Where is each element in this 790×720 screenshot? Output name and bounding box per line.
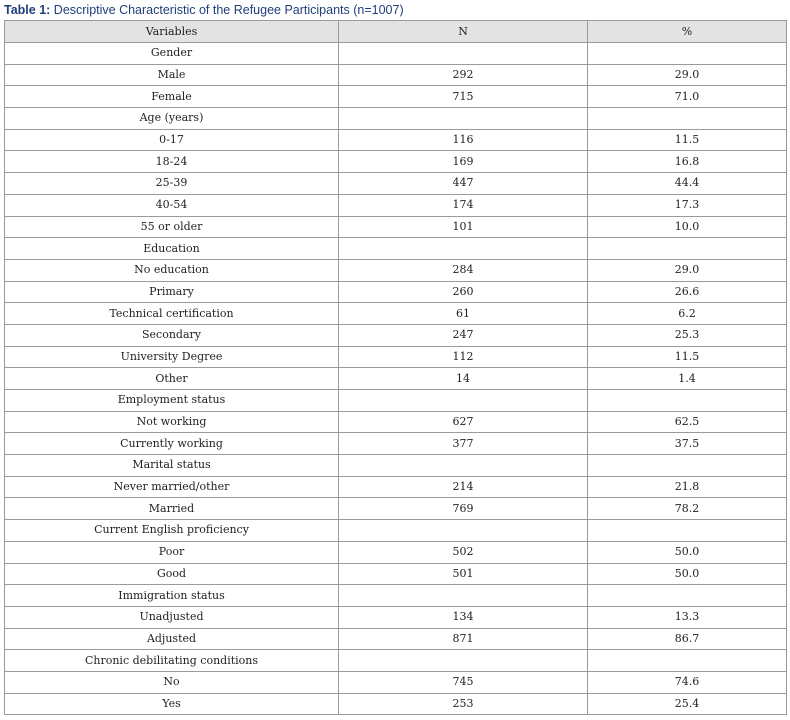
- group-label: Gender: [5, 43, 339, 65]
- table-row: [5, 303, 787, 325]
- percent-value: 11.5: [588, 346, 787, 368]
- variable-label: Primary: [5, 281, 339, 303]
- variable-label: Yes: [5, 693, 339, 715]
- percent-value: [588, 238, 787, 260]
- group-header-row: [5, 520, 787, 542]
- group-label: Age (years): [5, 108, 339, 130]
- group-header-row: [5, 43, 787, 65]
- percent-value: 16.8: [588, 151, 787, 173]
- group-label: Marital status: [5, 455, 339, 477]
- n-value: 260: [339, 281, 588, 303]
- variable-label: Married: [5, 498, 339, 520]
- n-value: 871: [339, 628, 588, 650]
- n-value: 14: [339, 368, 588, 390]
- variable-label: University Degree: [5, 346, 339, 368]
- percent-value: 78.2: [588, 498, 787, 520]
- percent-value: 1.4: [588, 368, 787, 390]
- percent-value: [588, 650, 787, 672]
- variable-label: Female: [5, 86, 339, 108]
- table-row: [5, 433, 787, 455]
- table-row: [5, 259, 787, 281]
- percent-value: 10.0: [588, 216, 787, 238]
- variable-label: Other: [5, 368, 339, 390]
- variable-label: No: [5, 671, 339, 693]
- percent-value: 6.2: [588, 303, 787, 325]
- table-row: [5, 476, 787, 498]
- group-label: Education: [5, 238, 339, 260]
- n-value: 61: [339, 303, 588, 325]
- n-value: [339, 390, 588, 412]
- n-value: 447: [339, 173, 588, 195]
- variable-label: Not working: [5, 411, 339, 433]
- variable-label: No education: [5, 259, 339, 281]
- percent-value: [588, 108, 787, 130]
- n-value: 134: [339, 606, 588, 628]
- table-row: [5, 281, 787, 303]
- table-row: [5, 86, 787, 108]
- header-row: [5, 21, 787, 43]
- percent-value: 29.0: [588, 64, 787, 86]
- table-row: [5, 498, 787, 520]
- variable-label: 40-54: [5, 194, 339, 216]
- percent-value: 37.5: [588, 433, 787, 455]
- n-value: 116: [339, 129, 588, 151]
- characteristics-table: [4, 20, 787, 715]
- table-row: [5, 368, 787, 390]
- n-value: 627: [339, 411, 588, 433]
- n-value: 247: [339, 324, 588, 346]
- group-header-row: [5, 238, 787, 260]
- table-body: [5, 43, 787, 715]
- variable-label: 25-39: [5, 173, 339, 195]
- n-value: 769: [339, 498, 588, 520]
- n-value: 377: [339, 433, 588, 455]
- n-value: 501: [339, 563, 588, 585]
- percent-value: 50.0: [588, 563, 787, 585]
- n-value: [339, 585, 588, 607]
- variable-label: 0-17: [5, 129, 339, 151]
- header-percent: %: [588, 21, 787, 43]
- variable-label: Unadjusted: [5, 606, 339, 628]
- n-value: 174: [339, 194, 588, 216]
- variable-label: 55 or older: [5, 216, 339, 238]
- n-value: [339, 108, 588, 130]
- table-caption: [4, 3, 404, 19]
- n-value: [339, 455, 588, 477]
- table-row: [5, 411, 787, 433]
- n-value: 502: [339, 541, 588, 563]
- n-value: 292: [339, 64, 588, 86]
- percent-value: 44.4: [588, 173, 787, 195]
- table-row: [5, 541, 787, 563]
- table-row: [5, 346, 787, 368]
- percent-value: 86.7: [588, 628, 787, 650]
- group-header-row: [5, 650, 787, 672]
- percent-value: 25.4: [588, 693, 787, 715]
- n-value: 169: [339, 151, 588, 173]
- variable-label: Technical certification: [5, 303, 339, 325]
- n-value: 745: [339, 671, 588, 693]
- n-value: 214: [339, 476, 588, 498]
- variable-label: Secondary: [5, 324, 339, 346]
- group-label: Immigration status: [5, 585, 339, 607]
- n-value: [339, 520, 588, 542]
- table-row: [5, 563, 787, 585]
- group-header-row: [5, 455, 787, 477]
- table-row: [5, 173, 787, 195]
- percent-value: 74.6: [588, 671, 787, 693]
- percent-value: 29.0: [588, 259, 787, 281]
- percent-value: 13.3: [588, 606, 787, 628]
- group-header-row: [5, 585, 787, 607]
- table-row: [5, 693, 787, 715]
- n-value: 715: [339, 86, 588, 108]
- percent-value: [588, 585, 787, 607]
- table-caption-text: Descriptive Characteristic of the Refugee Participants (n=1007): [50, 3, 404, 17]
- variable-label: Male: [5, 64, 339, 86]
- n-value: 284: [339, 259, 588, 281]
- percent-value: [588, 43, 787, 65]
- variable-label: Poor: [5, 541, 339, 563]
- variable-label: Never married/other: [5, 476, 339, 498]
- table-row: [5, 216, 787, 238]
- percent-value: 21.8: [588, 476, 787, 498]
- table-row: [5, 324, 787, 346]
- group-header-row: [5, 390, 787, 412]
- group-label: Current English proficiency: [5, 520, 339, 542]
- group-label: Chronic debilitating conditions: [5, 650, 339, 672]
- variable-label: Good: [5, 563, 339, 585]
- n-value: [339, 43, 588, 65]
- header-n: N: [339, 21, 588, 43]
- n-value: 253: [339, 693, 588, 715]
- table-row: [5, 606, 787, 628]
- group-header-row: [5, 108, 787, 130]
- variable-label: Adjusted: [5, 628, 339, 650]
- table-header: [5, 21, 787, 43]
- n-value: [339, 238, 588, 260]
- table-row: [5, 628, 787, 650]
- percent-value: 26.6: [588, 281, 787, 303]
- table-row: [5, 64, 787, 86]
- percent-value: 71.0: [588, 86, 787, 108]
- variable-label: Currently working: [5, 433, 339, 455]
- percent-value: 50.0: [588, 541, 787, 563]
- n-value: [339, 650, 588, 672]
- percent-value: 62.5: [588, 411, 787, 433]
- percent-value: [588, 520, 787, 542]
- table-row: [5, 151, 787, 173]
- table-caption-lead: Table 1:: [4, 3, 51, 17]
- percent-value: [588, 390, 787, 412]
- header-variables: Variables: [5, 21, 339, 43]
- variable-label: 18-24: [5, 151, 339, 173]
- table-row: [5, 194, 787, 216]
- percent-value: 17.3: [588, 194, 787, 216]
- group-label: Employment status: [5, 390, 339, 412]
- percent-value: 11.5: [588, 129, 787, 151]
- n-value: 101: [339, 216, 588, 238]
- table-row: [5, 129, 787, 151]
- percent-value: [588, 455, 787, 477]
- n-value: 112: [339, 346, 588, 368]
- percent-value: 25.3: [588, 324, 787, 346]
- table-row: [5, 671, 787, 693]
